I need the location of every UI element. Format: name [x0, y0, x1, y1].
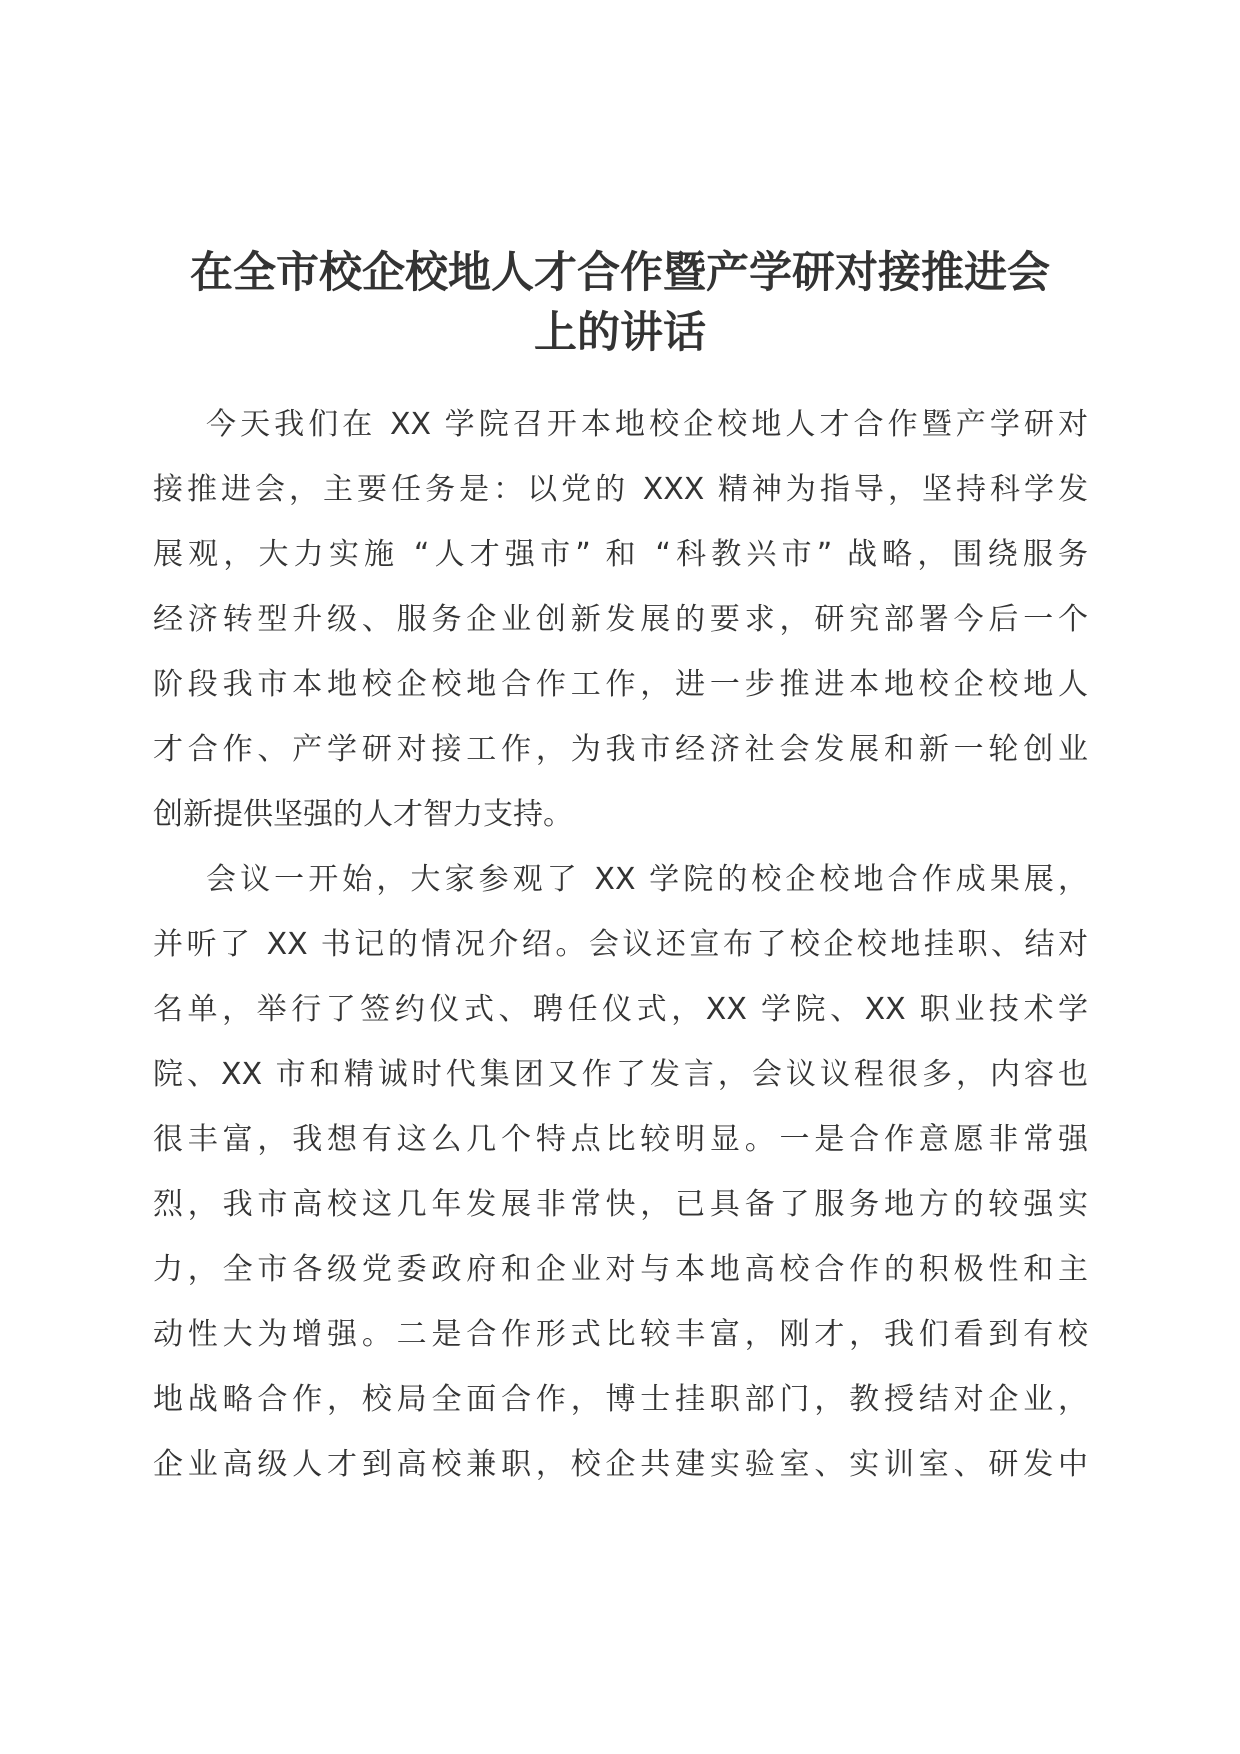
text-line: 经济转型升级、服务企业创新发展的要求，研究部署今后一个	[153, 602, 1088, 637]
text-line: 才合作、产学研对接工作，为我市经济社会发展和新一轮创业	[153, 732, 1088, 767]
text-line: 院、XX 市和精诚时代集团又作了发言，会议议程很多，内容也	[153, 1057, 1088, 1092]
text-line: 并听了 XX 书记的情况介绍。会议还宣布了校企校地挂职、结对	[153, 927, 1088, 962]
text-line: 力，全市各级党委政府和企业对与本地高校合作的积极性和主	[153, 1252, 1088, 1287]
text-line: 今天我们在 XX 学院召开本地校企校地人才合作暨产学研对	[206, 407, 1088, 442]
text-line: 名单，举行了签约仪式、聘任仪式，XX 学院、XX 职业技术学	[153, 992, 1088, 1027]
title-line: 上的讲话	[534, 308, 706, 358]
text-line: 接推进会，主要任务是：以党的 XXX 精神为指导，坚持科学发	[153, 472, 1088, 507]
document-body	[153, 392, 1088, 1497]
text-line: 创新提供坚强的人才智力支持。	[153, 797, 573, 832]
title-line: 在全市校企校地人才合作暨产学研对接推进会	[190, 248, 1050, 298]
text-line: 烈，我市高校这几年发展非常快，已具备了服务地方的较强实	[153, 1187, 1088, 1222]
text-line: 会议一开始，大家参观了 XX 学院的校企校地合作成果展，	[206, 862, 1088, 897]
text-line: 很丰富，我想有这么几个特点比较明显。一是合作意愿非常强	[153, 1122, 1088, 1157]
text-line: 动性大为增强。二是合作形式比较丰富，刚才，我们看到有校	[153, 1317, 1088, 1352]
text-line: 展观，大力实施 “人才强市” 和 “科教兴市” 战略，围绕服务	[153, 537, 1088, 572]
text-line: 地战略合作，校局全面合作，博士挂职部门，教授结对企业，	[153, 1382, 1088, 1417]
paragraph-1	[153, 392, 1088, 847]
text-line: 企业高级人才到高校兼职，校企共建实验室、实训室、研发中	[153, 1447, 1088, 1482]
text-line: 阶段我市本地校企校地合作工作，进一步推进本地校企校地人	[153, 667, 1088, 702]
paragraph-2	[153, 847, 1088, 1497]
document-title	[150, 243, 1090, 363]
